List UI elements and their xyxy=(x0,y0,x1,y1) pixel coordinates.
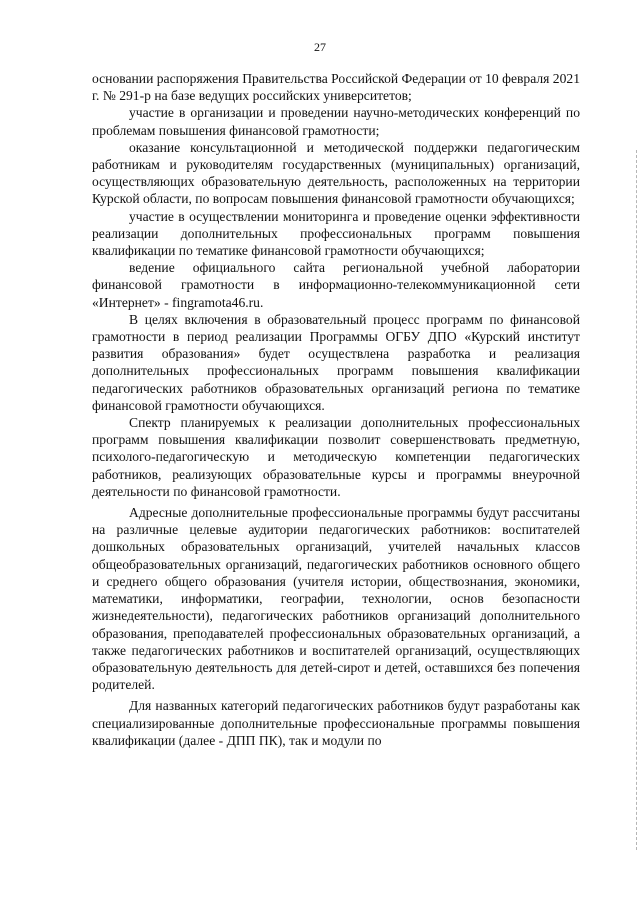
paragraph-8: Адресные дополнительные профессиональные программы будут рассчитаны на различные целевые аудитории педагогических работников: воспитателей дошкольных образовательных организаций, учителей начальных классов общеобразовательных организаций, педагогических работников основного общего и среднего общего образования (учителя истории, обществознания, экономики, математики, информатики, географии, технологии, основ безопасности жизнедеятельности), педагогических работников организаций дополнительного образования, преподавателей профессиональных образовательных организаций, а также педагогических работников и воспитателей организаций, осуществляющих образовательную деятельность для детей-сирот и детей, оставшихся без попечения родителей. xyxy=(92,505,580,693)
body-text xyxy=(92,70,580,749)
paragraph-5: ведение официального сайта региональной учебной лаборатории финансовой грамотности в информационно-телекоммуникационной сети «Интернет» - fingramota46.ru. xyxy=(92,260,580,310)
scan-edge-marks xyxy=(632,150,637,850)
paragraph-2: участие в организации и проведении научно-методических конференций по проблемам повышения финансовой грамотности; xyxy=(92,105,580,138)
page-number: 27 xyxy=(314,40,326,54)
paragraph-1: основании распоряжения Правительства Российской Федерации от 10 февраля 2021 г. № 291-р на базе ведущих российских университетов; xyxy=(92,71,580,104)
paragraph-4: участие в осуществлении мониторинга и проведение оценки эффективности реализации дополнительных профессиональных программ повышения квалификации по тематике финансовой грамотности обучающихся; xyxy=(92,208,580,259)
paragraph-9: Для названных категорий педагогических работников будут разработаны как специализированные дополнительные профессиональные программы повышения квалификации (далее - ДПП ПК), так и модули по xyxy=(92,698,580,748)
paragraph-7: Спектр планируемых к реализации дополнительных профессиональных программ повышения квалификации позволит совершенствовать предметную, психолого-педагогическую и методическую компетенции педагогических работников, реализующих образовательные курсы и программы внеурочной деятельности по финансовой грамотности. xyxy=(92,415,580,499)
paragraph-3: оказание консультационной и методической поддержки педагогическим работникам и руководителям государственных (муниципальных) организаций, осуществляющих образовательную деятельность, расположенных на территории Курской области, по вопросам повышения финансовой грамотности обучающихся; xyxy=(92,139,580,207)
paragraph-6: В целях включения в образовательный процесс программ по финансовой грамотности в период реализации Программы ОГБУ ДПО «Курский институт развития образования» будет осуществлена разработка и реализация дополнительных профессиональных программ повышения квалификации педагогических работников образовательных организаций региона по тематике финансовой грамотности обучающихся. xyxy=(92,311,580,413)
